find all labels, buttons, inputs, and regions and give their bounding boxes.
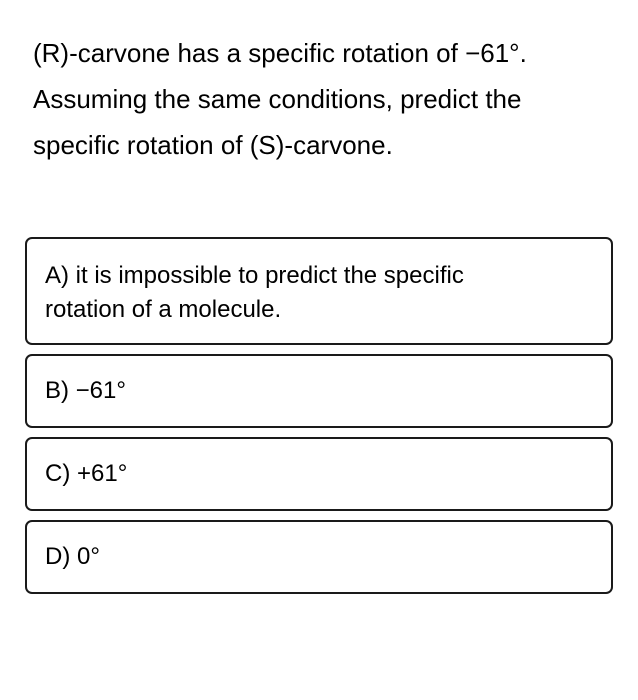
option-d-button[interactable] — [25, 520, 613, 594]
option-c-label: C) +61° — [45, 460, 128, 487]
question-line-2: Assuming the same conditions, predict the — [33, 84, 522, 114]
option-d-label: D) 0° — [45, 543, 100, 570]
question-line-1: (R)-carvone has a specific rotation of −61°. — [33, 38, 527, 68]
option-b-label: B) −61° — [45, 377, 126, 404]
option-c-button[interactable] — [25, 437, 613, 511]
option-a-line-1: A) it is impossible to predict the specific — [45, 262, 464, 289]
option-a-line-2: rotation of a molecule. — [45, 296, 282, 323]
option-a-button[interactable] — [25, 237, 613, 345]
question-line-3: specific rotation of (S)-carvone. — [33, 130, 393, 160]
option-a-text — [45, 259, 464, 327]
option-b-button[interactable] — [25, 354, 613, 428]
answer-options — [25, 237, 613, 594]
question-text — [33, 30, 613, 168]
